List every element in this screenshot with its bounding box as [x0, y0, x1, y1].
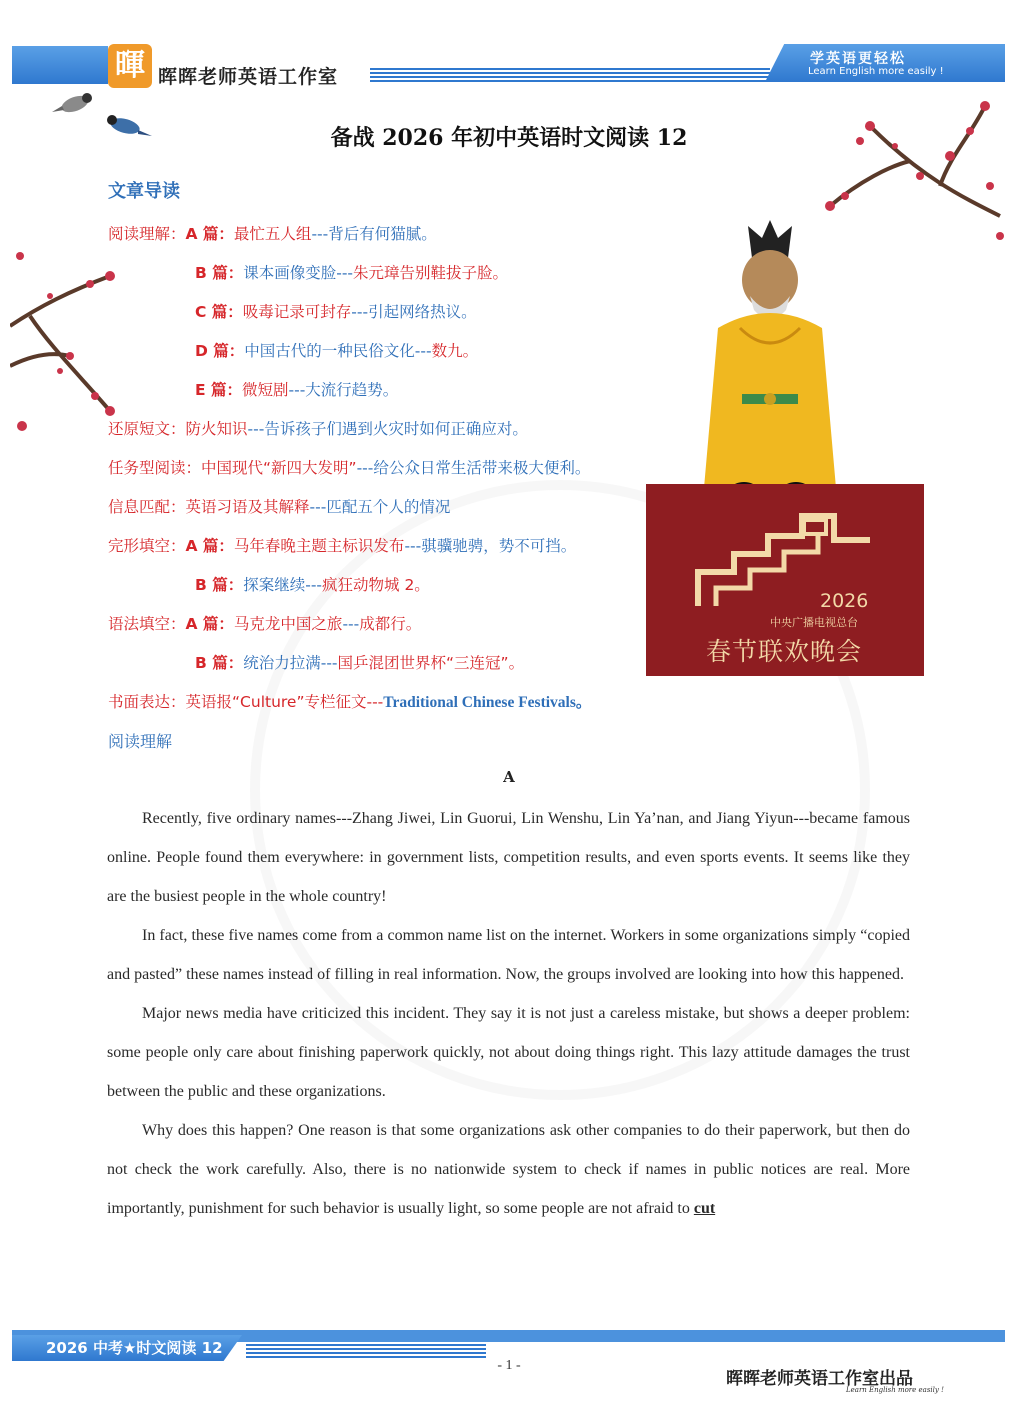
guide-row: 还原短文：防火知识---告诉孩子们遇到火灾时如何正确应对。 — [108, 420, 528, 438]
footer-series: 2026 中考★时文阅读 12 — [46, 1339, 223, 1357]
guide-row: 阅读理解：A 篇：最忙五人组---背后有何猫腻。 — [108, 225, 437, 243]
guide-row: 信息匹配：英语习语及其解释---匹配五个人的情况 — [108, 498, 451, 516]
slogan-cn: 学英语更轻松 — [810, 51, 906, 67]
underlined-word: cut — [693, 1200, 716, 1217]
article-paragraph: Major news media have criticized this incident. They say it is not just a careless mistake, but shows a deeper problem: some people only care about finishing paperwork quickly, not about doing things right. This lazy attitude damages the trust between the public and these organizations. — [107, 1005, 910, 1100]
article-paragraph: Recently, five ordinary names---Zhang Jiwei, Lin Guorui, Lin Wenshu, Lin Ya’nan, and Jiang Yiyun---became famous online. People found them everywhere: in government lists, competition results, and even sports events. It seems like they are the busiest people in the whole country! — [107, 810, 910, 905]
header-rule-lines — [370, 68, 770, 82]
gala-year: 2026 — [820, 590, 869, 612]
page-number: - 1 - — [497, 1358, 521, 1373]
guide-row: C 篇：吸毒记录可封存---引起网络热议。 — [195, 303, 477, 321]
studio-logo: 暉 — [108, 44, 152, 88]
guide-row: B 篇：统治力拉满---国乒混团世界杯“三连冠”。 — [195, 654, 525, 672]
emperor-illustration — [700, 218, 840, 496]
guide-row: 任务型阅读：中国现代“新四大发明”---给公众日常生活带来极大便利。 — [108, 459, 591, 477]
footer-brand-en: Learn English more easily ! — [846, 1386, 944, 1394]
article-paragraph: In fact, these five names come from a common name list on the internet. Workers in some organizations simply “copied and pasted” these names instead of filling in real information. Now, the groups involved are looking into how this happened. — [107, 927, 910, 983]
slogan-en: Learn English more easily ! — [808, 66, 944, 77]
gala-name: 春节联欢晚会 — [706, 637, 863, 666]
footer-brand: 晖晖老师英语工作室出品 — [726, 1369, 913, 1389]
article-paragraph — [107, 1111, 910, 1228]
studio-name: 晖晖老师英语工作室 — [158, 66, 339, 88]
guide-row: D 篇：中国古代的一种民俗文化---数九。 — [195, 342, 479, 360]
footer-rule-lines — [246, 1344, 486, 1358]
guide-row: 完形填空：A 篇：马年春晚主题主标识发布---骐骥驰骋，势不可挡。 — [108, 537, 577, 555]
guide-heading: 文章导读 — [108, 181, 180, 202]
reading-section-heading: 阅读理解 — [108, 732, 173, 751]
article-paragraph-text: Why does this happen? One reason is that some organizations ask other companies to do their paperwork, but then do not check the work carefully. Also, there is no nationwide system to check if names in public notices are real. More importantly, punishment for such behavior is usually light, so some people are not afraid to — [107, 1122, 910, 1217]
header-accent-left — [12, 46, 108, 84]
guide-row: E 篇：微短剧---大流行趋势。 — [195, 381, 399, 399]
guide-row: 书面表达：英语报“Culture”专栏征文---Traditional Chinese Festivals。 — [108, 693, 592, 711]
document-title: 备战 2026 年初中英语时文阅读 12 — [330, 125, 688, 151]
article-label: A — [503, 768, 515, 786]
gala-broadcaster: 中央广播电视总台 — [770, 616, 858, 629]
guide-row: B 篇：课本画像变脸---朱元璋告别鞋拔子脸。 — [195, 264, 509, 282]
guide-row: B 篇：探案继续---疯狂动物城 2。 — [195, 576, 430, 594]
guide-row: 语法填空：A 篇：马克龙中国之旅---成都行。 — [108, 615, 422, 633]
plum-blossom-left — [10, 236, 120, 446]
article-body — [107, 799, 910, 1228]
